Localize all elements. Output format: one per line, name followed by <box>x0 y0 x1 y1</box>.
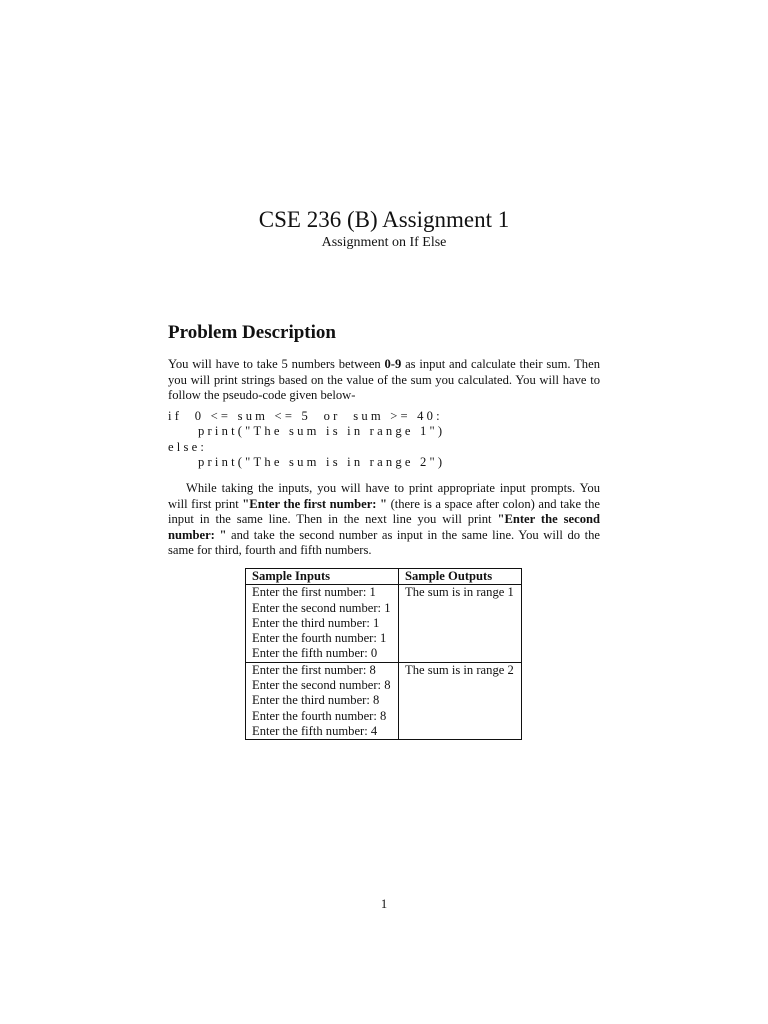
paragraph-instructions-text-2: (there is a space after colon) and take the input in the same line. Then in the next line you will print <box>168 496 600 526</box>
sample-input-line: Enter the second number: 8 <box>252 678 391 693</box>
sample-input-line: Enter the second number: 1 <box>252 600 391 615</box>
pseudo-code-block <box>168 409 445 470</box>
sample-input-line: Enter the fifth number: 4 <box>252 723 378 738</box>
sample-input-line: Enter the fourth number: 8 <box>252 708 387 723</box>
prompt-first-number: "Enter the first number: " <box>242 496 388 511</box>
code-line: print("The sum is in range 1") <box>198 424 446 439</box>
paragraph-intro-range: 0-9 <box>384 357 402 371</box>
paragraph-instructions <box>168 481 600 559</box>
sample-input-line: Enter the third number: 8 <box>252 693 380 708</box>
section-heading: Problem Description <box>168 322 336 343</box>
sample-output-cell <box>399 662 522 739</box>
sample-input-line: Enter the fifth number: 0 <box>252 646 378 661</box>
sample-inputs-cell <box>246 585 399 662</box>
sample-input-line: Enter the first number: 1 <box>252 585 376 600</box>
document-title: CSE 236 (B) Assignment 1 <box>258 207 510 232</box>
sample-inputs-cell <box>246 662 399 739</box>
paragraph-instructions-text-3: and take the second number as input in the same line. You will do the same for third, fourth and fifth numbers. <box>168 527 600 557</box>
paragraph-intro <box>168 357 600 404</box>
sample-input-line: Enter the third number: 1 <box>252 615 380 630</box>
sample-output-line: The sum is in range 1 <box>405 585 514 600</box>
sample-input-line: Enter the first number: 8 <box>252 662 376 677</box>
sample-io-table <box>245 568 522 740</box>
table-header-row <box>246 569 522 585</box>
sample-output-line: The sum is in range 2 <box>405 662 514 677</box>
page-number: 1 <box>380 897 388 911</box>
paragraph-intro-text: You will have to take 5 numbers between <box>168 357 385 371</box>
paragraph-intro-text-2: as input and calculate their sum. Then you will print strings based on the value of the sum you calculated. You will have to follow the pseudo-code given below- <box>168 357 600 402</box>
table-row <box>246 585 522 662</box>
table-row <box>246 662 522 739</box>
table-header-outputs: Sample Outputs <box>399 569 522 585</box>
paragraph-instructions-text: While taking the inputs, you will have to print appropriate input prompts. You will first print <box>168 481 600 511</box>
table-header-inputs: Sample Inputs <box>246 569 399 585</box>
code-line: if 0 <= sum <= 5 or sum >= 40: <box>168 409 443 423</box>
sample-output-cell <box>399 585 522 662</box>
sample-input-line: Enter the fourth number: 1 <box>252 631 387 646</box>
document-subtitle: Assignment on If Else <box>321 235 447 250</box>
code-line: else: <box>168 439 208 454</box>
code-line: print("The sum is in range 2") <box>198 454 446 469</box>
prompt-second-number: "Enter the second number: " <box>168 512 601 542</box>
